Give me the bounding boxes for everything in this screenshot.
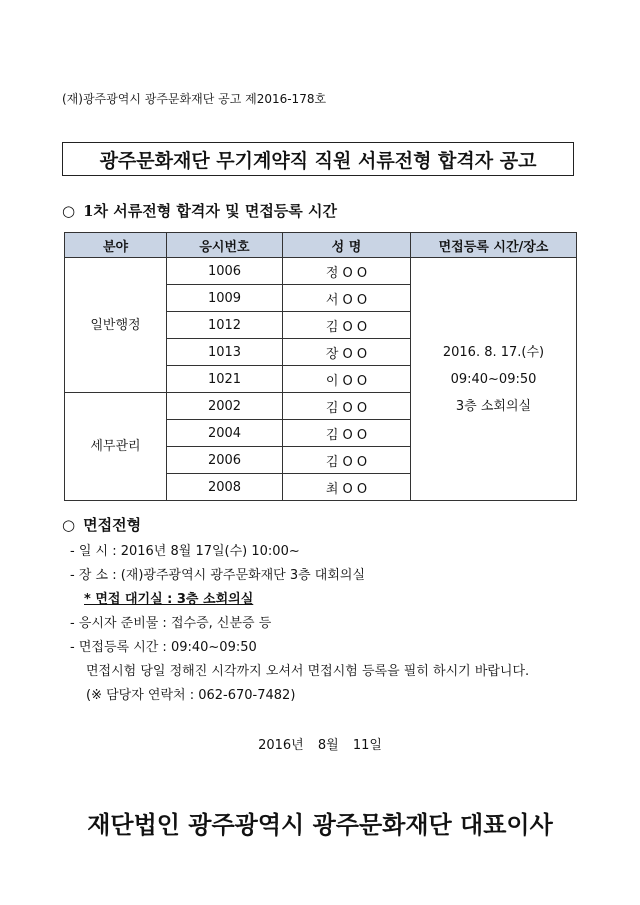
section-heading-2 <box>62 514 141 535</box>
applicant-number: 1012 <box>167 312 283 339</box>
schedule-cell <box>411 258 577 501</box>
applicant-number: 1006 <box>167 258 283 285</box>
table-header-row <box>65 233 577 258</box>
applicant-name: 정 O O <box>283 258 411 285</box>
circle-bullet-icon: ○ <box>62 516 76 534</box>
applicant-name: 김 O O <box>283 393 411 420</box>
notice-number: (재)광주광역시 광주문화재단 공고 제2016-178호 <box>62 92 327 106</box>
field-general-admin: 일반행정 <box>65 258 167 393</box>
issuer-signature: 재단법인 광주광역시 광주문화재단 대표이사 <box>87 810 553 839</box>
page-title: 광주문화재단 무기계약직 직원 서류전형 합격자 공고 <box>62 142 574 176</box>
interview-details <box>70 540 529 708</box>
header-name: 성 명 <box>283 233 411 258</box>
applicant-number: 1021 <box>167 366 283 393</box>
header-schedule: 면접등록 시간/장소 <box>411 233 577 258</box>
applicant-name: 최 O O <box>283 474 411 501</box>
section-heading-text: 1차 서류전형 합격자 및 면접등록 시간 <box>83 202 337 220</box>
applicant-name: 김 O O <box>283 312 411 339</box>
applicant-number: 1013 <box>167 339 283 366</box>
applicant-name: 이 O O <box>283 366 411 393</box>
applicant-name: 김 O O <box>283 420 411 447</box>
applicant-number: 2004 <box>167 420 283 447</box>
applicant-name: 서 O O <box>283 285 411 312</box>
header-field: 분야 <box>65 233 167 258</box>
applicant-table <box>64 232 577 501</box>
applicant-number: 2008 <box>167 474 283 501</box>
applicant-number: 2002 <box>167 393 283 420</box>
waiting-room-note: * 면접 대기실 : 3층 소회의실 <box>84 592 254 607</box>
prep-items-line: - 응시자 준비물 : 접수증, 신분증 등 <box>70 616 272 631</box>
circle-bullet-icon: ○ <box>62 202 76 220</box>
header-number: 응시번호 <box>167 233 283 258</box>
schedule-time: 09:40~09:50 <box>450 371 537 387</box>
field-tax-management: 세무관리 <box>65 393 167 501</box>
schedule-place: 3층 소회의실 <box>455 398 532 414</box>
table-row <box>65 258 577 285</box>
applicant-number: 1009 <box>167 285 283 312</box>
section-heading-1 <box>62 200 337 221</box>
interview-place-line: - 장 소 : (재)광주광역시 광주문화재단 3층 대회의실 <box>70 568 366 583</box>
instruction-line: 면접시험 당일 정해진 시각까지 오셔서 면접시험 등록을 필히 하시기 바랍니다. <box>86 664 530 679</box>
applicant-name: 장 O O <box>283 339 411 366</box>
interview-date-line: - 일 시 : 2016년 8월 17일(수) 10:00~ <box>70 544 300 559</box>
applicant-number: 2006 <box>167 447 283 474</box>
contact-line: (※ 담당자 연락처 : 062-670-7482) <box>86 688 296 703</box>
section-heading-text: 면접전형 <box>83 516 142 534</box>
issue-date: 2016년 8월 11일 <box>258 738 382 753</box>
applicant-name: 김 O O <box>283 447 411 474</box>
schedule-date: 2016. 8. 17.(수) <box>442 344 545 360</box>
registration-time-line: - 면접등록 시간 : 09:40~09:50 <box>70 640 257 655</box>
